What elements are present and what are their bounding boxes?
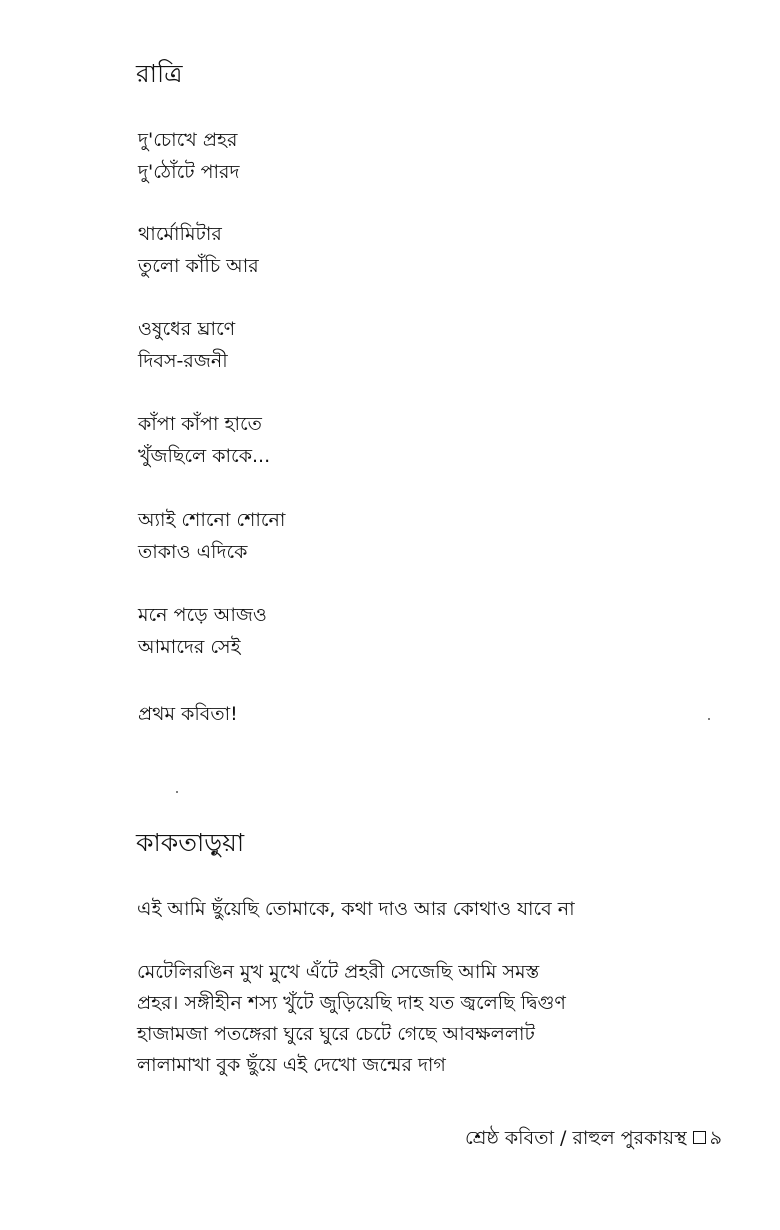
poem2-first-line xyxy=(137,894,575,925)
poem-line: খুঁজছিলে কাকে... xyxy=(138,445,271,467)
poem-line: মেটেলিরঙিন মুখ মুখে এঁটে প্রহরী সেজেছি আমি সমস্ত xyxy=(137,961,540,983)
poem-line: দিবস-রজনী xyxy=(138,350,228,372)
poem-line: অ্যাই শোনো শোনো xyxy=(138,509,286,531)
poem2-stanza xyxy=(137,957,566,1081)
stanza-7 xyxy=(138,698,238,730)
poem-line: তুলো কাঁচি আর xyxy=(138,255,259,277)
square-separator-icon xyxy=(693,1131,706,1144)
stanza-4 xyxy=(138,408,270,472)
stanza-2 xyxy=(138,218,259,282)
poem-line: আমাদের সেই xyxy=(138,636,241,658)
poem-line: দু'ঠোঁটে পারদ xyxy=(138,161,240,183)
poem-line: মনে পড়ে আজও xyxy=(138,604,267,626)
poem-line: ওষুধের ঘ্রাণে xyxy=(138,318,236,340)
scan-speck xyxy=(708,718,710,720)
page-footer xyxy=(465,1124,722,1152)
book-author-label: শ্রেষ্ঠ কবিতা / রাহুল পুরকায়স্থ xyxy=(464,1127,687,1149)
stanza-6 xyxy=(138,599,267,663)
stanza-3 xyxy=(138,313,235,377)
poem-title-kaktarua: কাকতাড়ুয়া xyxy=(136,828,245,857)
poem-line: এই আমি ছুঁয়েছি তোমাকে, কথা দাও আর কোথাও যাবে না xyxy=(137,898,575,920)
scan-speck xyxy=(176,791,178,793)
poem-line: থার্মোমিটার xyxy=(138,223,222,245)
poem-line: তাকাও এদিকে xyxy=(138,541,248,563)
poem-line: হাজামজা পতঙ্গেরা ঘুরে ঘুরে চেটে গেছে আবক্ষললাট xyxy=(137,1023,535,1045)
poem-line: প্রথম কবিতা! xyxy=(138,703,238,725)
poem-line: দু'চোখে প্রহর xyxy=(138,129,238,151)
poem-title-ratri: রাত্রি xyxy=(136,59,183,88)
stanza-5 xyxy=(138,504,285,568)
poem-line: কাঁপা কাঁপা হাতে xyxy=(138,413,262,435)
stanza-1 xyxy=(138,124,239,188)
poem-line: লালামাখা বুক ছুঁয়ে এই দেখো জন্মের দাগ xyxy=(137,1054,446,1076)
page-number: ৯ xyxy=(709,1127,722,1149)
poem-line: প্রহর। সঙ্গীহীন শস্য খুঁটে জুড়িয়েছি দাহ যত জ্বলেছি দ্বিগুণ xyxy=(137,992,566,1014)
